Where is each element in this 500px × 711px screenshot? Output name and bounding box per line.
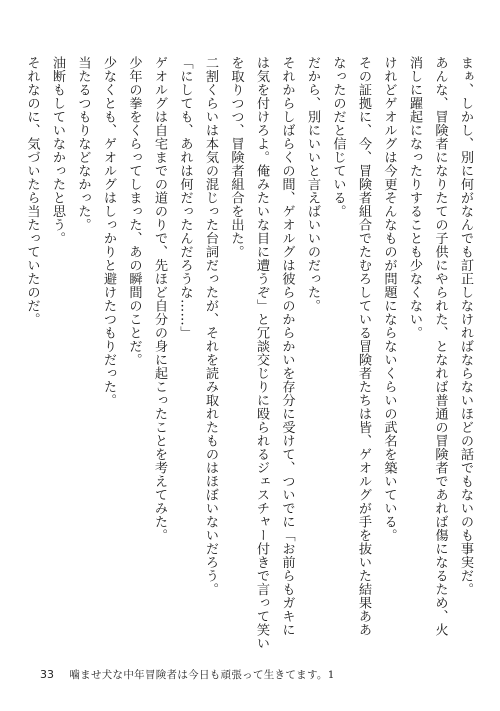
- book-title: 噛ませ犬な中年冒険者は今日も頑張って生きてます。1: [69, 669, 335, 681]
- text-line: けれどゲオルグは今更そんなものが問題にならないくらいの武名を築いている。: [381, 56, 397, 542]
- text-line: 油断もしていなかったと思う。: [50, 56, 65, 245]
- text-line: 当たるつもりなどなかった。: [75, 56, 91, 232]
- text-line: なったのだと信じている。: [330, 56, 346, 218]
- text-line: 少年の拳をくらってしまった、あの瞬間のことだ。: [126, 56, 142, 367]
- text-line: ゲオルグは自宅までの道のりで、先ほど自分の身に起こったことを考えてみた。: [152, 56, 167, 542]
- text-line: だから、別にいいと言えばいいのだった。: [305, 56, 320, 313]
- text-line: は気を付けろよ。俺みたいな目に遭うぞ」と冗談交じりに殴られるジェスチャー付きで言って笑い: [254, 56, 269, 650]
- text-line: あんな、冒険者になりたての子供にやられた、となれば普通の冒険者であれば傷になるため、火: [432, 56, 448, 637]
- page-number: 33: [40, 668, 54, 681]
- text-line: を取りつつ、冒険者組合を出た。: [228, 56, 244, 259]
- vertical-body-text: [19, 56, 478, 656]
- text-line: 消しに躍起になったりすることも少なくない。: [407, 56, 422, 340]
- text-line: それなのに、気づいたら当たっていたのだ。: [24, 56, 40, 326]
- text-line: 「にしても、あれは何だったんだろうな……」: [177, 56, 193, 340]
- text-line: 二割くらいは本気の混じった台詞だったが、それを読み取れたものはほぼいないだろう。: [203, 56, 218, 596]
- page-footer: [40, 667, 335, 682]
- text-line: まぁ、しかし、別に何がなんでも訂正しなければならないほどの話でもないのも事実だ。: [458, 56, 473, 596]
- text-line: その証拠に、今、冒険者組合でたむろしている冒険者たちは皆、ゲオルグが手を抜いた結果ああ: [356, 56, 371, 637]
- text-line: それからしばらくの間、ゲオルグは彼らのからかいを存分に受けて、ついでに「お前らもガキに: [279, 56, 295, 637]
- text-line: 少なくとも、ゲオルグはしっかりと避けたつもりだった。: [101, 56, 116, 407]
